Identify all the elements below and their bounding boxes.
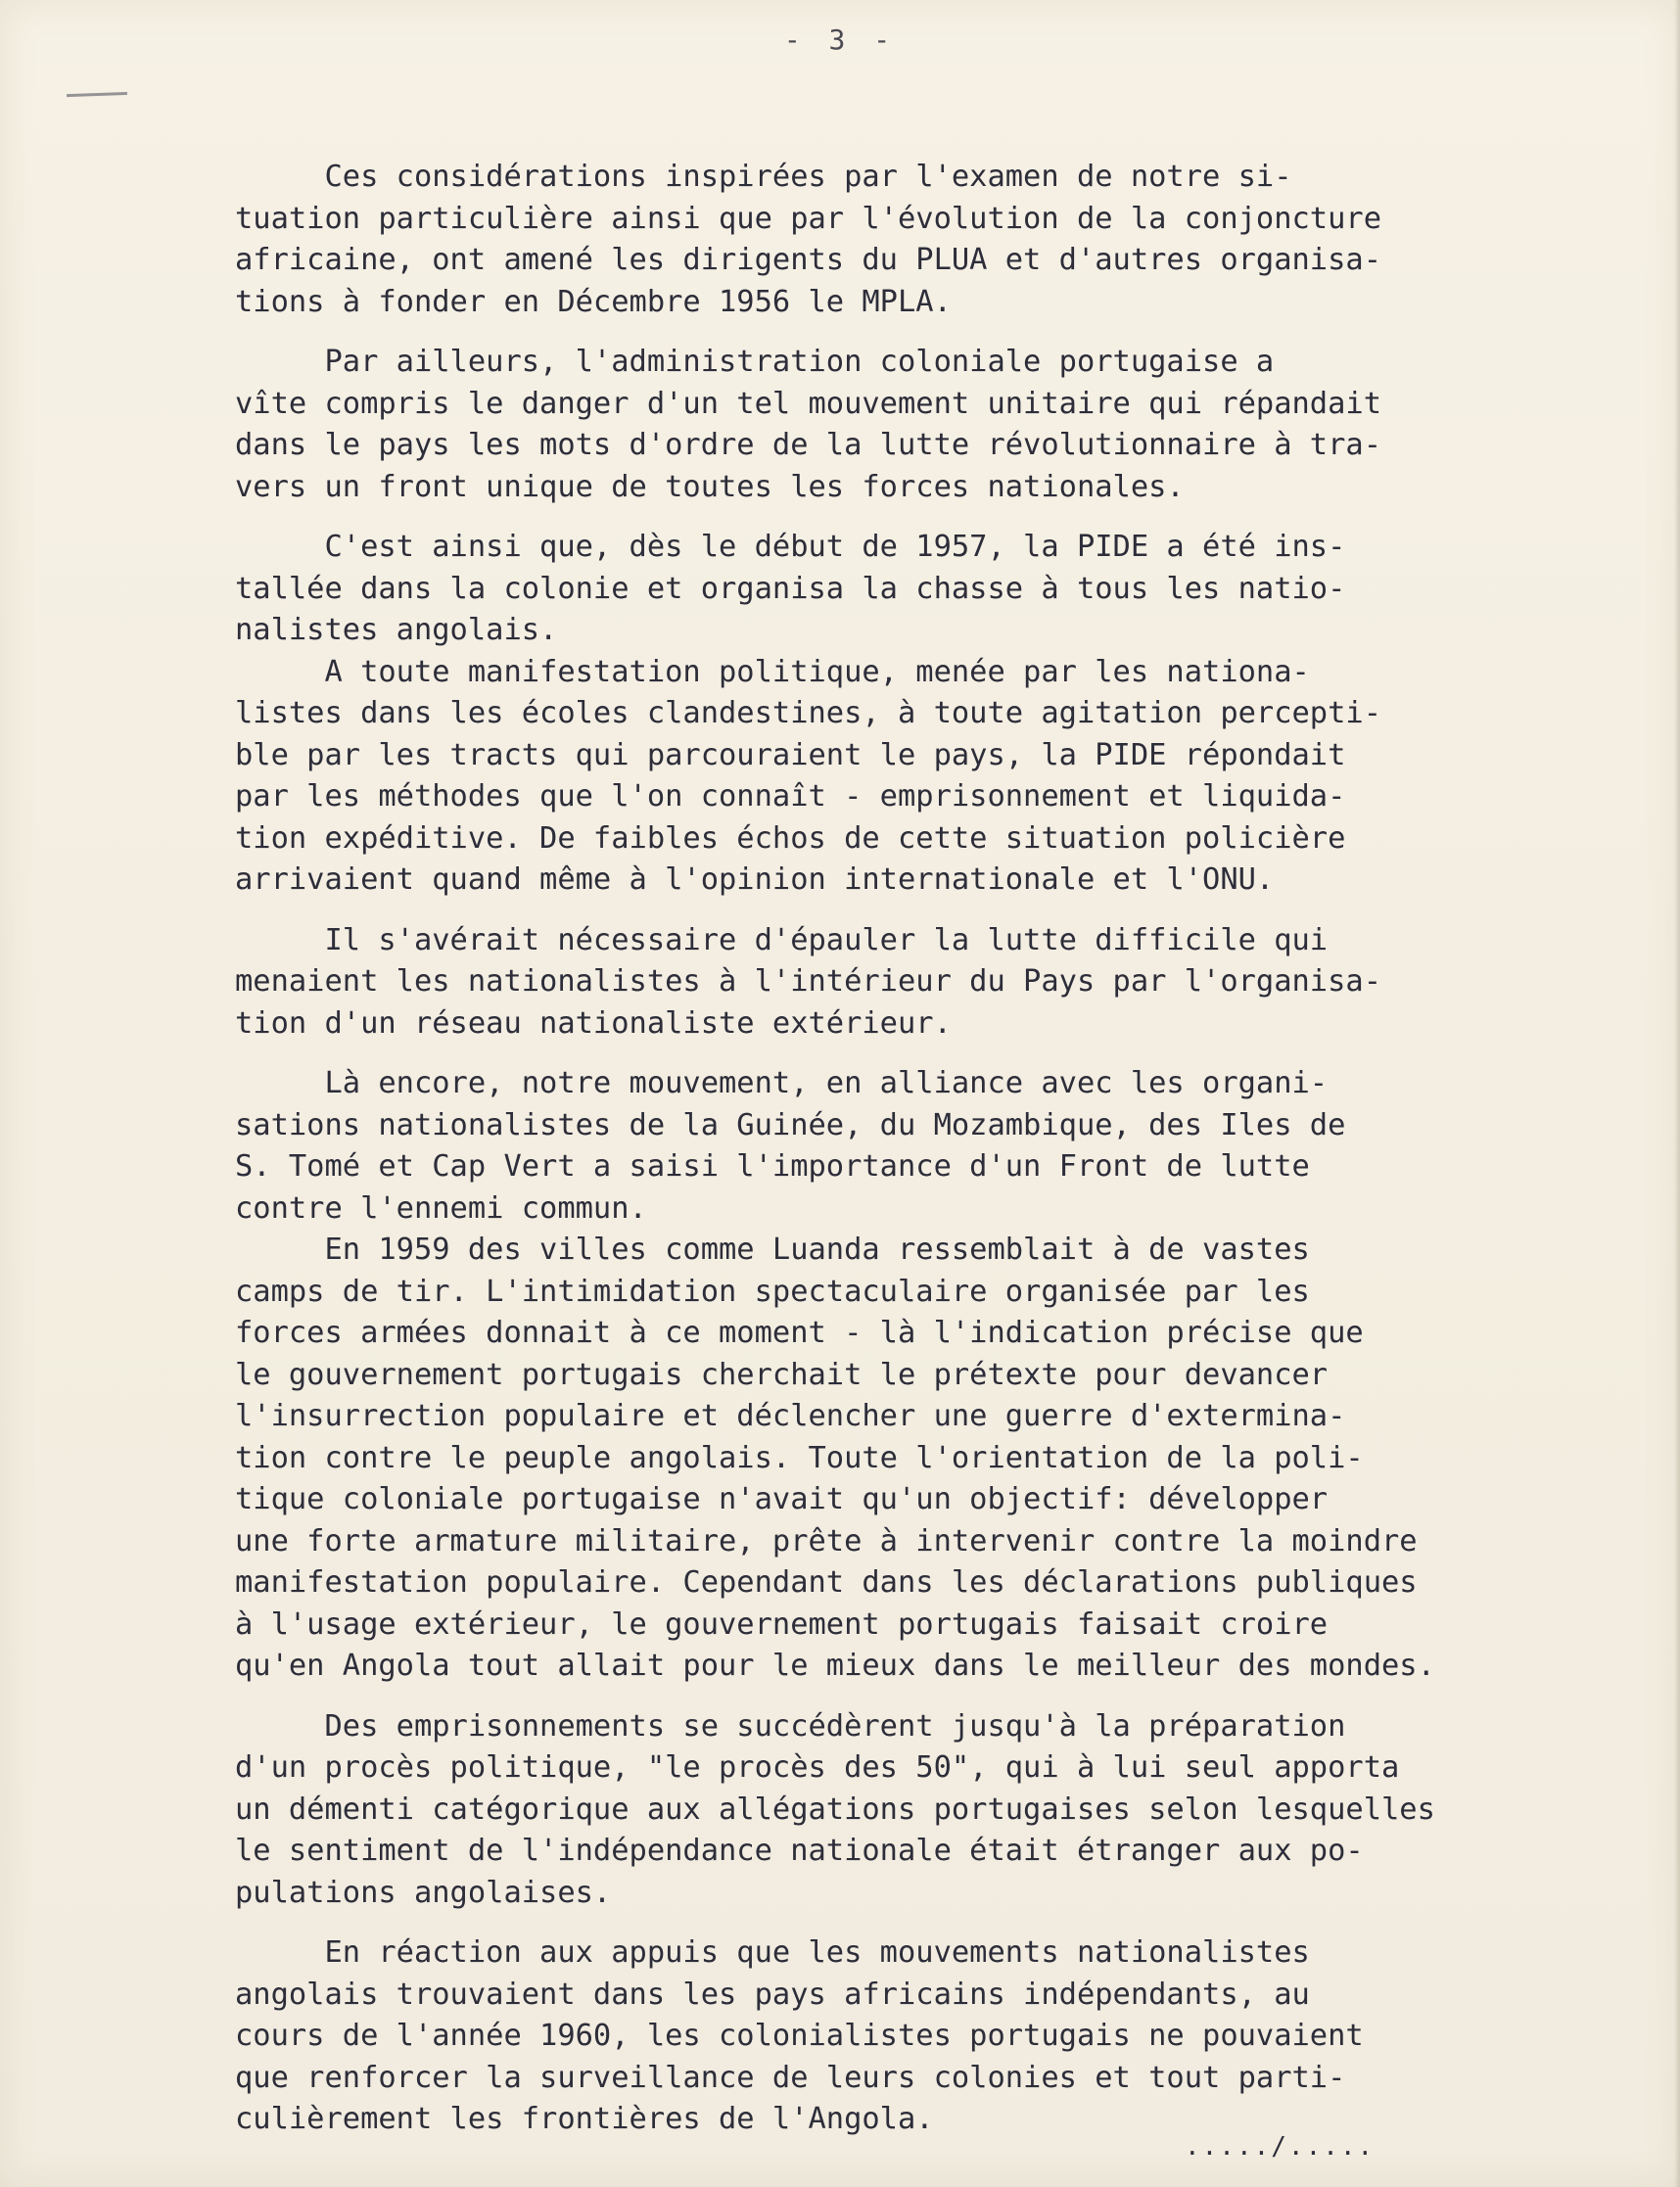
text-line: vîte compris le danger d'un tel mouvement unitaire qui répandait	[235, 386, 1381, 421]
text-line: menaient les nationalistes à l'intérieur du Pays par l'organisa-	[235, 964, 1381, 999]
text-line: ble par les tracts qui parcouraient le pays, la PIDE répondait	[235, 737, 1346, 772]
paragraph	[235, 342, 1527, 508]
text-line: vers un front unique de toutes les forces nationales.	[235, 469, 1185, 504]
text-line: A toute manifestation politique, menée par les nationa-	[235, 654, 1310, 689]
text-line: angolais trouvaient dans les pays africains indépendants, au	[235, 1977, 1310, 2012]
text-line: à l'usage extérieur, le gouvernement portugais faisait croire	[235, 1606, 1329, 1642]
text-line: Ces considérations inspirées par l'examen de notre si-	[235, 160, 1292, 194]
text-line: qu'en Angola tout allait pour le mieux dans le meilleur des mondes.	[235, 1649, 1435, 1683]
text-line: dans le pays les mots d'ordre de la lutte révolutionnaire à tra-	[235, 428, 1381, 462]
text-line: sations nationalistes de la Guinée, du Mozambique, des Iles de	[235, 1107, 1346, 1142]
text-line: pulations angolaises.	[235, 1875, 612, 1910]
text-line: Là encore, notre mouvement, en alliance avec les organi-	[235, 1066, 1329, 1100]
text-line: tion d'un réseau nationaliste extérieur.	[235, 1005, 952, 1041]
text-line: africaine, ont amené les dirigents du PLUA et d'autres organisa-	[235, 243, 1381, 277]
page-number: - 3 -	[783, 23, 897, 56]
text-line: un démenti catégorique aux allégations portugaises selon lesquelles	[235, 1791, 1435, 1827]
paragraph	[235, 527, 1527, 902]
continuation-mark: ...../.....	[1185, 2132, 1376, 2162]
text-line: Par ailleurs, l'administration coloniale portugaise a	[235, 345, 1275, 379]
text-line: que renforcer la surveillance de leurs colonies et tout parti-	[235, 2060, 1346, 2095]
paragraph	[235, 1706, 1527, 1915]
text-line: C'est ainsi que, dès le début de 1957, la PIDE a été ins-	[235, 530, 1346, 564]
margin-pencil-mark	[67, 92, 127, 97]
text-line: le sentiment de l'indépendance nationale était étranger aux po-	[235, 1834, 1364, 1868]
text-line: tion contre le peuple angolais. Toute l'orientation de la poli-	[235, 1440, 1364, 1475]
text-line: le gouvernement portugais cherchait le prétexte pour devancer	[235, 1357, 1329, 1392]
text-line: tions à fonder en Décembre 1956 le MPLA.	[235, 284, 952, 319]
text-line: contre l'ennemi commun.	[235, 1190, 647, 1226]
text-line: En réaction aux appuis que les mouvements nationalistes	[235, 1935, 1310, 1970]
paragraph	[235, 157, 1527, 323]
text-line: tallée dans la colonie et organisa la chasse à tous les natio-	[235, 571, 1346, 606]
paragraph	[235, 1932, 1527, 2141]
text-line: S. Tomé et Cap Vert a saisi l'importance d'un Front de lutte	[235, 1149, 1310, 1184]
paragraph	[235, 920, 1527, 1046]
text-line: par les méthodes que l'on connaît - emprisonnement et liquida-	[235, 779, 1346, 814]
text-line: nalistes angolais.	[235, 613, 558, 647]
text-line: Des emprisonnements se succédèrent jusqu'à la préparation	[235, 1708, 1346, 1744]
text-line: arrivaient quand même à l'opinion internationale et l'ONU.	[235, 862, 1275, 897]
text-line: l'insurrection populaire et déclencher une guerre d'extermina-	[235, 1399, 1346, 1433]
text-line: une forte armature militaire, prête à intervenir contre la moindre	[235, 1523, 1418, 1559]
typewritten-body	[235, 157, 1527, 2160]
text-line: manifestation populaire. Cependant dans les déclarations publiques	[235, 1565, 1418, 1600]
page-edge-shadow	[1674, 0, 1680, 2187]
text-line: listes dans les écoles clandestines, à toute agitation percepti-	[235, 696, 1381, 730]
text-line: camps de tir. L'intimidation spectaculaire organisée par les	[235, 1274, 1310, 1309]
paragraph	[235, 1063, 1527, 1688]
text-line: cours de l'année 1960, les colonialistes portugais ne pouvaient	[235, 2019, 1364, 2053]
text-line: tuation particulière ainsi que par l'évolution de la conjoncture	[235, 201, 1381, 236]
text-line: Il s'avérait nécessaire d'épauler la lutte difficile qui	[235, 922, 1329, 957]
text-line: culièrement les frontières de l'Angola.	[235, 2102, 934, 2136]
text-line: En 1959 des villes comme Luanda ressemblait à de vastes	[235, 1233, 1310, 1267]
text-line: tion expéditive. De faibles échos de cette situation policière	[235, 820, 1346, 856]
text-line: tique coloniale portugaise n'avait qu'un objectif: développer	[235, 1482, 1329, 1516]
text-line: forces armées donnait à ce moment - là l'indication précise que	[235, 1316, 1364, 1350]
text-line: d'un procès politique, "le procès des 50", qui à lui seul apporta	[235, 1750, 1400, 1785]
